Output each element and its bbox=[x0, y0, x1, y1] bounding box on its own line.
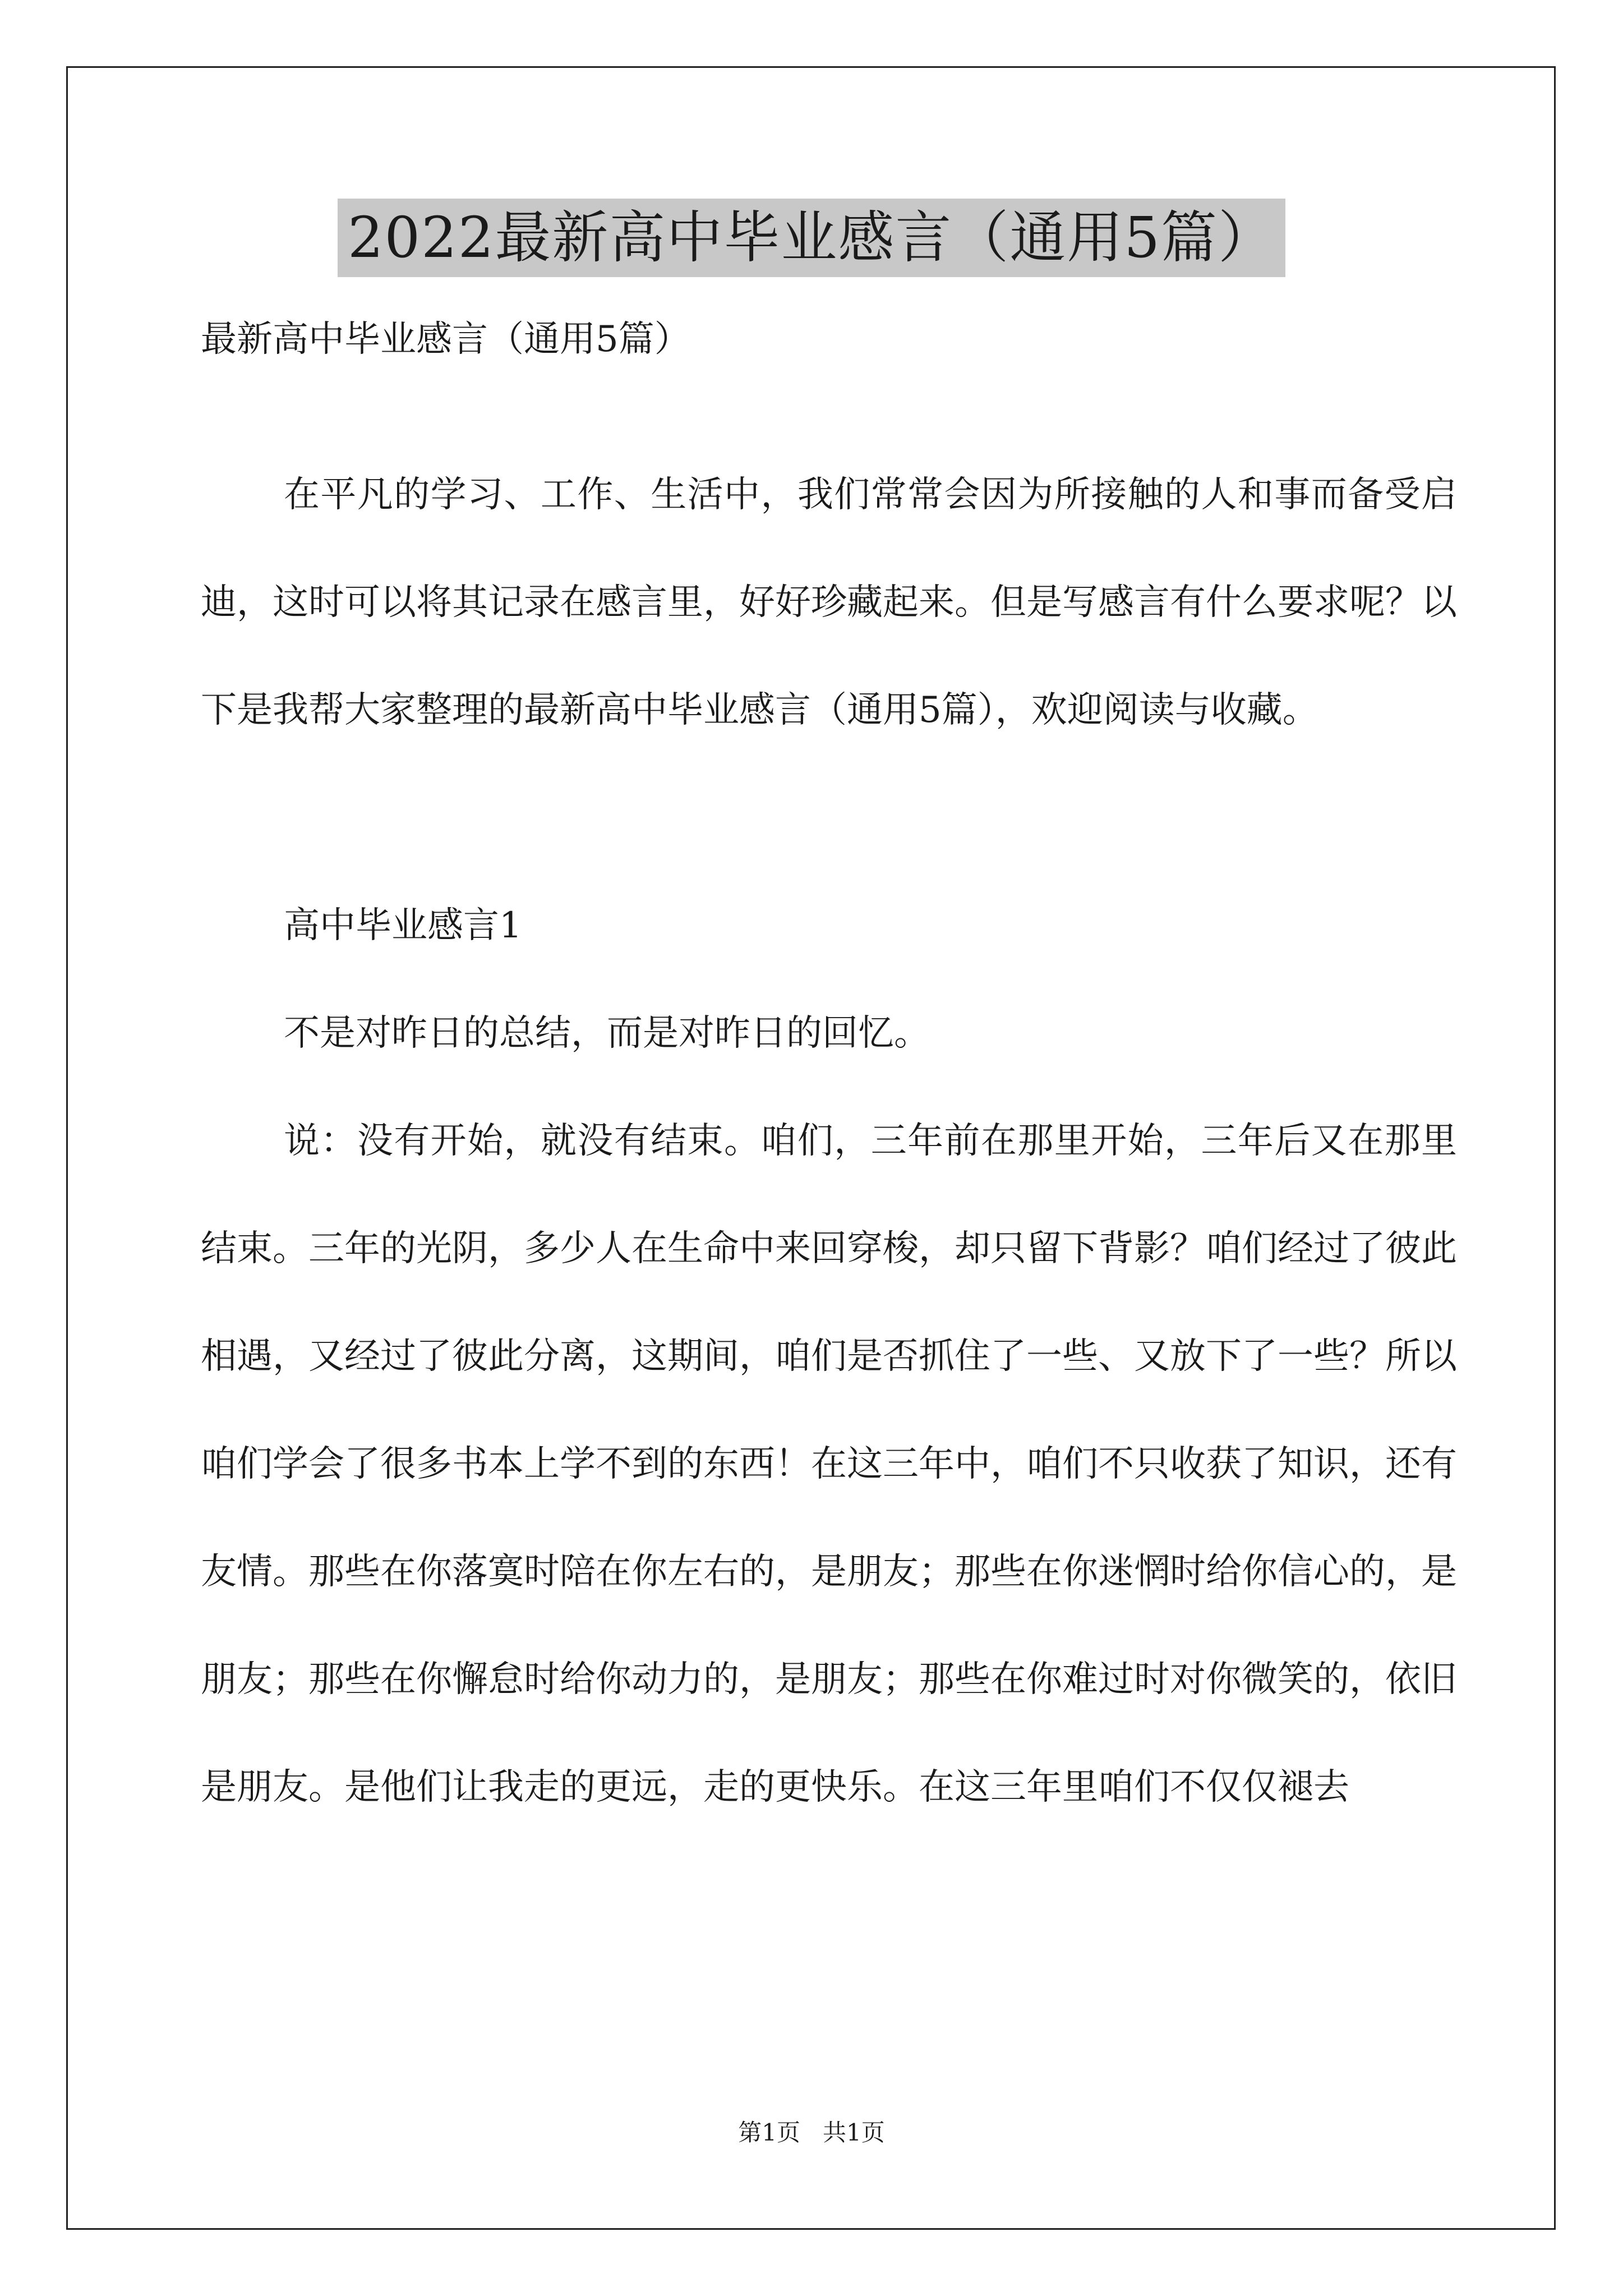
body-paragraph-1: 不是对昨日的总结，而是对昨日的回忆。 bbox=[284, 1013, 930, 1054]
intro-paragraph: 在平凡的学习、工作、生活中，我们常常会因为所接触的人和事而备受启迪，这时可以将其记录在感言里，好好珍藏起来。但是写感言有什么要求呢？以下是我帮大家整理的最新高中毕业感言（通用5篇），欢迎阅读与收藏。 bbox=[201, 474, 1457, 731]
document-body bbox=[201, 441, 1457, 1841]
paragraph-spacer bbox=[201, 764, 1457, 872]
title-container bbox=[0, 199, 1623, 277]
section-heading: 高中毕业感言1 bbox=[284, 905, 522, 946]
document-subtitle: 最新高中毕业感言（通用5篇） bbox=[201, 319, 690, 360]
body-paragraph-2: 说：没有开始，就没有结束。咱们，三年前在那里开始，三年后又在那里结束。三年的光阴，多少人在生命中来回穿梭，却只留下背影？咱们经过了彼此相遇，又经过了彼此分离，这期间，咱们是否抓住了一些、又放下了一些？所以咱们学会了很多书本上学不到的东西！在这三年中，咱们不只收获了知识，还有友情。那些在你落寞时陪在你左右的，是朋友；那些在你迷惘时给你信心的，是朋友；那些在你懈怠时给你动力的，是朋友；那些在你难过时对你微笑的，依旧是朋友。是他们让我走的更远，走的更快乐。在这三年里咱们不仅仅褪去 bbox=[201, 1120, 1457, 1808]
page-footer: 第1页 共1页 bbox=[738, 2119, 885, 2146]
document-title: 2022最新高中毕业感言（通用5篇） bbox=[338, 199, 1285, 277]
